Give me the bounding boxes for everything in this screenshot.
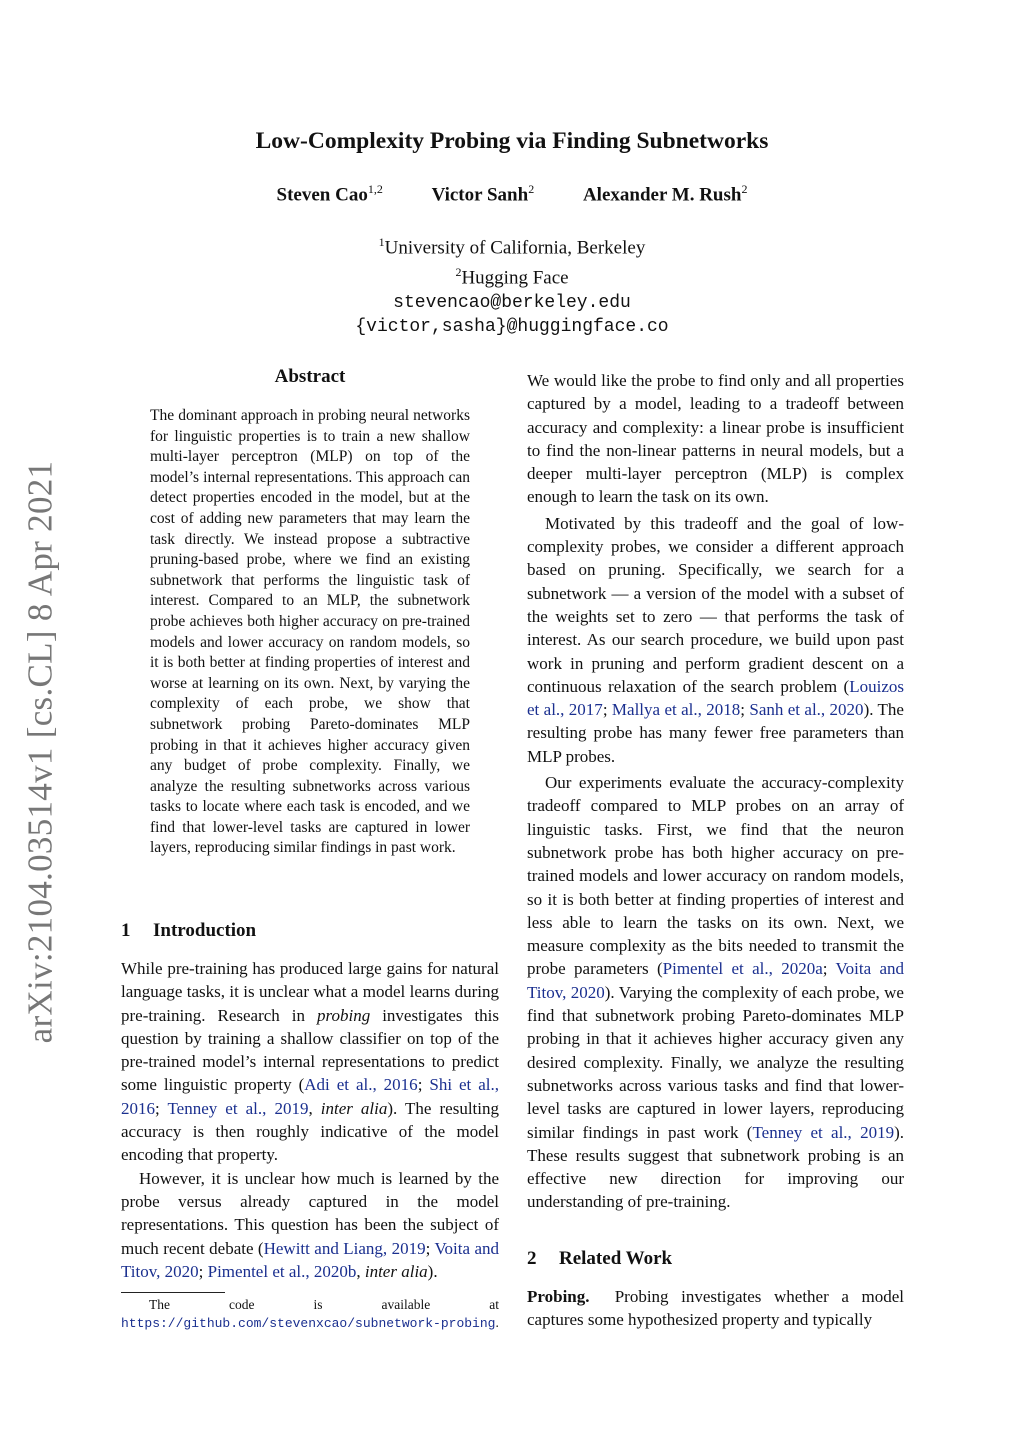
intro-paragraph-1: While pre-training has produced large gains for natural language tasks, it is unclear what a model learns during pre-training. Research in probing investigates this question by training a shallow classifier on top of the pre-trained model’s internal representations to predict some linguistic property (Adi et al., 2016; Shi et al., 2016; Tenney et al., 2019, inter alia). The resulting accuracy is then roughly indicative of the model encoding that property. [121, 959, 500, 1165]
paper-title: Low-Complexity Probing via Finding Subnetworks [255, 128, 769, 154]
footnote-divider [121, 1292, 225, 1293]
email: stevencao@berkeley.edu [393, 292, 631, 313]
citation-link[interactable]: Pimentel et al., 2020b [207, 1261, 357, 1281]
citation-link[interactable]: Adi et al., 2016 [304, 1075, 418, 1095]
affiliations [0, 230, 1024, 339]
abstract-text: The dominant approach in probing neural networks for linguistic properties is to train a new shallow multi-layer perceptron (MLP) on top of the model’s internal representations. This approach can detect properties encoded in the model, but at the cost of adding new parameters that may learn the task directly. We instead propose a subtractive pruning-based probe, where we find an existing subnetwork that performs the linguistic task of interest. Compared to an MLP, the subnetwork probe achieves both higher accuracy on pre-trained models and lower accuracy on random models, so it is both better at finding properties of interest and worse at learning on its own. Next, by varying the complexity of each probe, we show that subnetwork probing Pareto-dominates MLP probing in that it achieves higher accuracy given any budget of probe complexity. Finally, we analyze the resulting subnetworks across various tasks to locate where each task is encoded, and we find that lower-level tasks are captured in lower layers, reproducing similar findings in past work. [150, 407, 470, 857]
citation-link[interactable]: Tenney et al., 2019 [167, 1098, 309, 1118]
citation-link[interactable]: Louizos et al., 2017 [527, 676, 904, 720]
affiliation: $^2$Hugging Face [455, 265, 569, 289]
author: Steven Cao$^{1,2}$ [276, 182, 383, 206]
citation-link[interactable]: Pimentel et al., 2020a [662, 959, 823, 979]
citation-link[interactable]: Shi et al., 2016 [121, 1075, 499, 1118]
affiliation: $^1$University of California, Berkeley [378, 235, 646, 259]
citation-link[interactable]: Tenney et al., 2019 [752, 1122, 895, 1142]
intro-body [121, 957, 499, 1283]
intro-paragraph-2: However, it is unclear how much is learned by the probe versus already captured in the model representations. This question has been the subject of much recent debate (Hewitt and Liang, 2019; Voita and Titov, 2020; Pimentel et al., 2020b, inter alia). [121, 1168, 499, 1281]
related-work-body [527, 1285, 904, 1332]
arxiv-identifier: arXiv:2104.03514v1 [cs.CL] 8 Apr 2021 [20, 460, 59, 1044]
abstract-heading: Abstract [274, 366, 346, 387]
right-paragraph-3: Our experiments evaluate the accuracy-complexity tradeoff compared to MLP probes on an array of linguistic tasks. First, we find that the neuron subnetwork probe has both higher accuracy on pre-trained models and lower accuracy on random models, so it is both better at finding properties of interest and less able to learn the tasks on its own. Next, we measure complexity as the bits needed to transmit the probe parameters (Pimentel et al., 2020a; Voita and Titov, 2020). Varying the complexity of each probe, we find that subnetwork probing Pareto-dominates MLP probing in that it achieves higher accuracy given any desired complexity. Finally, we analyze the resulting subnetworks across various tasks and find that lower-level tasks are captured in lower layers, reproducing similar findings in past work (Tenney et al., 2019). These results suggest that subnetwork probing is an effective new direction for improving our understanding of pre-training. [527, 773, 905, 1212]
author: Alexander M. Rush$^2$ [582, 182, 748, 206]
related-paragraph: Probing. Probing investigates whether a model captures some hypothesized property and typically [527, 1287, 905, 1330]
citation-link[interactable]: Hewitt and Liang, 2019 [263, 1238, 426, 1258]
author: Victor Sanh$^2$ [431, 182, 535, 206]
citation-link[interactable]: Voita and Titov, 2020 [527, 959, 905, 1002]
arxiv-sidebar-stamp [10, 462, 70, 1042]
right-paragraph-2: Motivated by this tradeoff and the goal of low-complexity probes, we consider a different approach based on pruning. Specifically, we search for a subnetwork — a version of the model with a subset of the weights set to zero — that performs the task of interest. As our search procedure, we build upon past work in pruning and perform gradient descent on a continuous relaxation of the search problem (Louizos et al., 2017; Mallya et al., 2018; Sanh et al., 2020). The resulting probe has many fewer free parameters than MLP probes. [527, 513, 904, 766]
right-column-body [527, 369, 904, 1214]
code-url-link[interactable]: https://github.com/stevenxcao/subnetwork-probing [121, 1316, 496, 1331]
citation-link[interactable]: Sanh et al., 2020 [749, 700, 864, 720]
citation-link[interactable]: Mallya et al., 2018 [611, 700, 741, 720]
right-paragraph-1: We would like the probe to find only and all properties captured by a model, leading to a tradeoff between accuracy and complexity: a linear probe is insufficient to find the non-linear patterns in neural models, but a deeper multi-layer perceptron (MLP) is complex enough to learn the task on its own. [527, 371, 904, 507]
author-list [0, 182, 1024, 206]
section-heading-related-work: 2 Related Work [527, 1248, 673, 1269]
email: {victor,sasha}@huggingface.co [355, 316, 669, 337]
footnote: The code is available at https://github.com/stevenxcao/subnetwork-probing. [121, 1297, 499, 1331]
paragraph-label: Probing. [527, 1287, 590, 1306]
section-heading-introduction: 1 Introduction [121, 920, 257, 941]
citation-link[interactable]: Voita and Titov, 2020 [121, 1238, 499, 1281]
